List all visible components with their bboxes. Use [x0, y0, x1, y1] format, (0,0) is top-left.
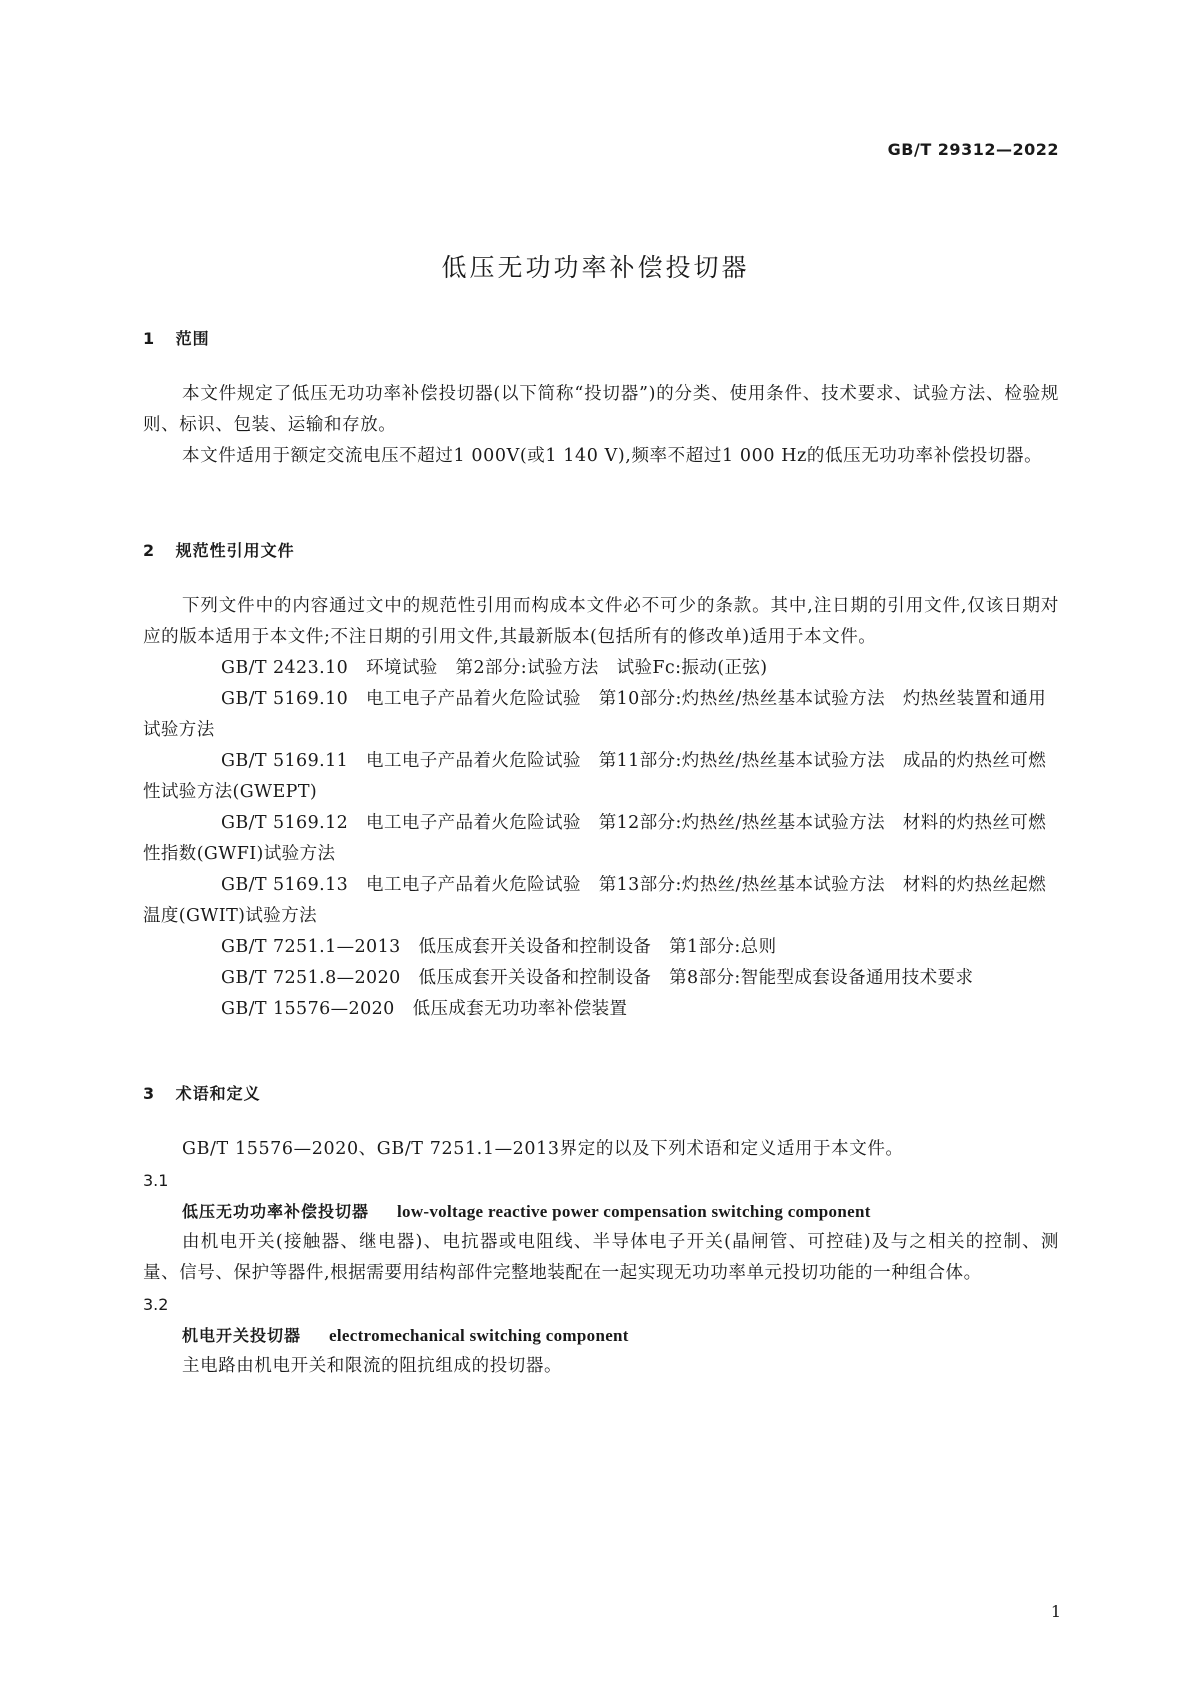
reference-title: 低压成套无功功率补偿装置 — [412, 999, 628, 1019]
reference-title: 低压成套开关设备和控制设备 第1部分:总则 — [418, 937, 777, 957]
section-heading-normative-references — [143, 538, 295, 561]
section-number: 3 — [143, 1084, 156, 1103]
reference-item — [143, 653, 1059, 684]
section-number: 2 — [143, 541, 156, 560]
paragraph: GB/T 15576—2020、GB/T 7251.1—2013界定的以及下列术语和定义适用于本文件。 — [182, 1139, 904, 1159]
term-definition: 由机电开关(接触器、继电器)、电抗器或电阻线、半导体电子开关(晶闸管、可控硅)及与之相关的控制、测量、信号、保护等器件,根据需要用结构部件完整地装配在一起实现无功功率单元投切功能的一种组合体。 — [143, 1232, 1059, 1283]
reference-title: 环境试验 第2部分:试验方法 试验Fc:振动(正弦) — [366, 658, 768, 678]
term-english: low-voltage reactive power compensation switching component — [397, 1202, 871, 1221]
term-heading — [143, 1196, 1059, 1227]
terms-body — [143, 1134, 1059, 1382]
reference-code: GB/T 5169.12 — [221, 813, 349, 833]
reference-item — [143, 808, 1059, 870]
section-title: 规范性引用文件 — [175, 541, 295, 560]
reference-title: 电工电子产品着火危险试验 第13部分:灼热丝/热丝基本试验方法 材料的灼热丝起燃温度(GWIT)试验方法 — [143, 875, 1047, 926]
reference-title: 低压成套开关设备和控制设备 第8部分:智能型成套设备通用技术要求 — [418, 968, 974, 988]
scope-body — [143, 379, 1059, 472]
term-heading — [143, 1320, 1059, 1351]
reference-item — [143, 684, 1059, 746]
section-heading-scope — [143, 326, 210, 349]
reference-code: GB/T 7251.1—2013 — [221, 937, 401, 957]
reference-item — [143, 870, 1059, 932]
reference-code: GB/T 15576—2020 — [221, 999, 395, 1019]
reference-title: 电工电子产品着火危险试验 第12部分:灼热丝/热丝基本试验方法 材料的灼热丝可燃性指数(GWFI)试验方法 — [143, 813, 1047, 864]
section-title: 术语和定义 — [175, 1084, 261, 1103]
reference-item — [143, 746, 1059, 808]
clause-number: 3.1 — [143, 1171, 169, 1190]
standard-number: GB/T 29312—2022 — [887, 140, 1059, 159]
normative-references-body — [143, 591, 1059, 1025]
term-chinese: 机电开关投切器 — [182, 1326, 302, 1345]
reference-code: GB/T 5169.11 — [221, 751, 349, 771]
paragraph: 本文件适用于额定交流电压不超过1 000V(或1 140 V),频率不超过1 000 Hz的低压无功功率补偿投切器。 — [182, 446, 1043, 466]
reference-item — [143, 932, 1059, 963]
reference-code: GB/T 2423.10 — [221, 658, 349, 678]
paragraph: 下列文件中的内容通过文中的规范性引用而构成本文件必不可少的条款。其中,注日期的引用文件,仅该日期对应的版本适用于本文件;不注日期的引用文件,其最新版本(包括所有的修改单)适用于本文件。 — [143, 596, 1059, 647]
reference-item — [143, 963, 1059, 994]
section-number: 1 — [143, 329, 156, 348]
reference-title: 电工电子产品着火危险试验 第10部分:灼热丝/热丝基本试验方法 灼热丝装置和通用试验方法 — [143, 689, 1047, 740]
term-english: electromechanical switching component — [329, 1326, 629, 1345]
term-definition: 主电路由机电开关和限流的阻抗组成的投切器。 — [182, 1356, 563, 1376]
document-title: 低压无功功率补偿投切器 — [441, 253, 750, 282]
reference-item — [143, 994, 1059, 1025]
paragraph: 本文件规定了低压无功功率补偿投切器(以下简称“投切器”)的分类、使用条件、技术要求、试验方法、检验规则、标识、包装、运输和存放。 — [143, 384, 1059, 435]
reference-code: GB/T 5169.10 — [221, 689, 349, 709]
section-title: 范围 — [175, 329, 210, 348]
reference-code: GB/T 7251.8—2020 — [221, 968, 401, 988]
reference-code: GB/T 5169.13 — [221, 875, 349, 895]
section-heading-terms-and-definitions — [143, 1081, 261, 1104]
reference-title: 电工电子产品着火危险试验 第11部分:灼热丝/热丝基本试验方法 成品的灼热丝可燃性试验方法(GWEPT) — [143, 751, 1047, 802]
clause-number: 3.2 — [143, 1295, 169, 1314]
term-chinese: 低压无功功率补偿投切器 — [182, 1202, 370, 1221]
page-number: 1 — [1050, 1602, 1061, 1621]
